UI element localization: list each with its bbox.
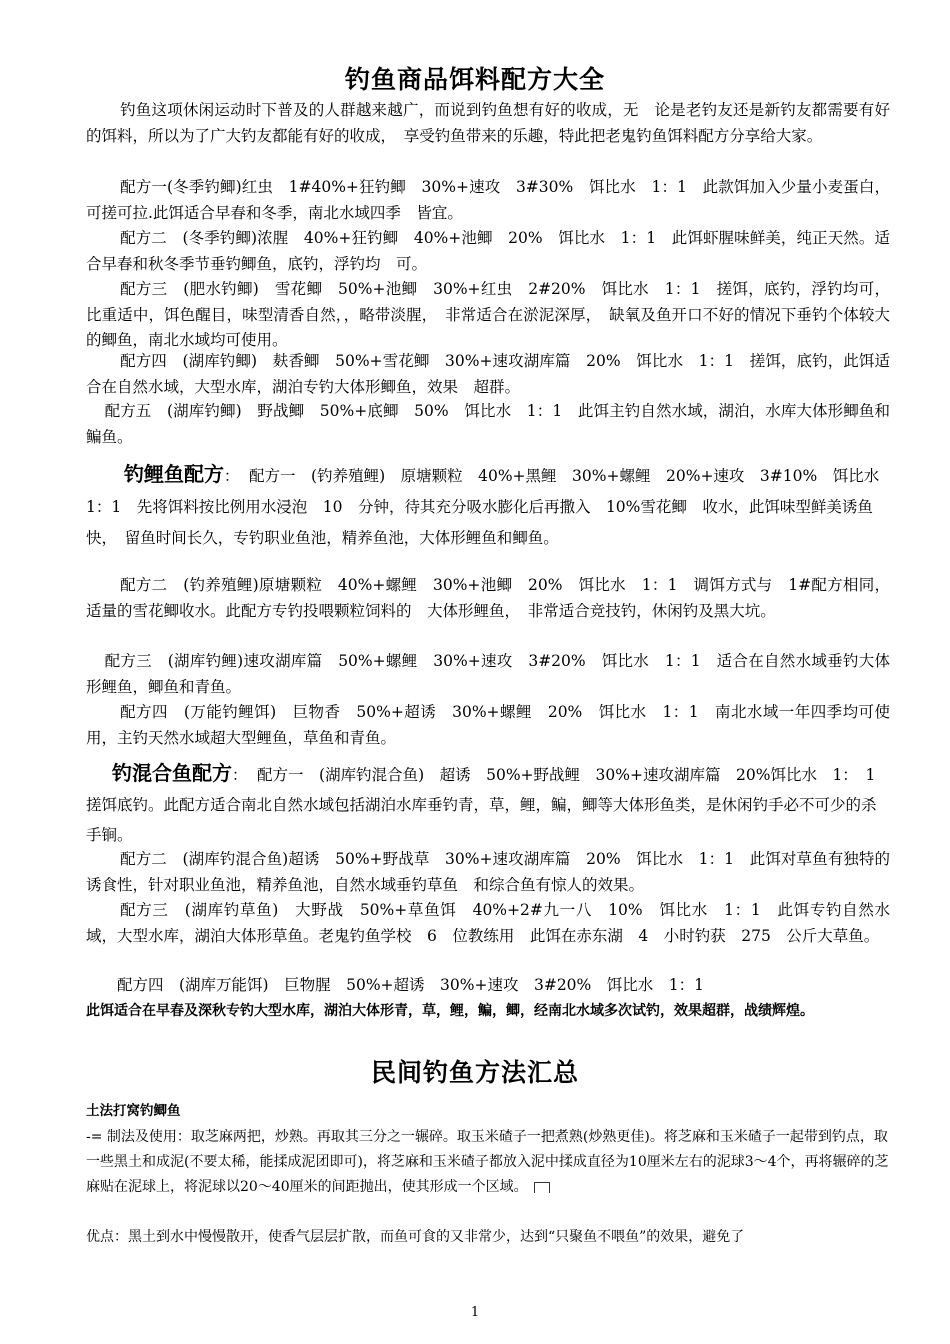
carp-section	[86, 461, 895, 554]
crucian-recipe-4: 配方四 (湖库钓鲫) 麸香鲫 50%+雪花鲫 30%+速攻湖库篇 20% 饵比水 1：1 搓饵，底钓，此饵适合在自然水域，大型水库，湖泊专钓大体形鲫鱼，效果 超群。	[86, 352, 890, 396]
intro-paragraph: 钓鱼这项休闲运动时下普及的人群越来越广，而说到钓鱼想有好的收成，无 论是老钓友还是新钓友都需要有好的饵料，所以为了广大钓友都能有好的收成， 享受钓鱼带来的乐趣，特此把老鬼钓鱼饵料配方分享给大家。	[86, 101, 890, 145]
crucian-recipe-2: 配方二 (冬季钓鲫)浓腥 40%+狂钓鲫 40%+池鲫 20% 饵比水 1：1 此饵虾腥味鲜美，纯正天然。适合早春和秋冬季节垂钓鲫鱼，底钓，浮钓均 可。	[86, 229, 890, 273]
carp-recipe-4: 配方四 (万能钓鲤饵) 巨物香 50%+超诱 30%+螺鲤 20% 饵比水 1：1 南北水域一年四季均可使用，主钓天然水域超大型鲤鱼，草鱼和青鱼。	[86, 703, 890, 747]
mixed-recipe-4: 配方四 (湖库万能饵) 巨物腥 50%+超诱 30%+速攻 3#20% 饵比水 1：1	[117, 976, 704, 994]
crucian-recipe-1: 配方一(冬季钓鲫)红虫 1#40%+狂钓鲫 30%+速攻 3#30% 饵比水 1：1 此款饵加入少量小麦蛋白，可搓可拉.此饵适合早春和冬季，南北水域四季 皆宜。	[86, 178, 890, 222]
folk-title: 民间钓鱼方法汇总	[370, 1058, 579, 1087]
page-number: 1	[470, 1305, 480, 1320]
section-mark-icon	[534, 1182, 550, 1193]
document-title: 钓鱼商品饵料配方大全	[344, 65, 605, 94]
crucian-recipe-3: 配方三 (肥水钓鲫) 雪花鲫 50%+池鲫 30%+红虫 2#20% 饵比水 1：1 搓饵，底钓，浮钓均可，比重适中，饵色醒目，味型清香自然，，略带淡腥， 非常适合在淤泥深厚， 缺氧及鱼开口不好的情况下垂钓个体较大的鲫鱼，南北水域均可使用。	[86, 280, 890, 349]
mixed-recipe-2: 配方二 (湖库钓混合鱼)超诱 50%+野战草 30%+速攻湖库篇 20% 饵比水 1：1 此饵对草鱼有独特的诱食性，针对职业鱼池，精养鱼池，自然水域垂钓草鱼 和综合鱼有惊人的效果。	[86, 850, 890, 894]
mixed-bold-note: 此饵适合在早春及深秋专钓大型水库，湖泊大体形青，草，鲤，鳊，鲫，经南北水域多次试钓，效果超群，战绩辉煌。	[86, 1003, 814, 1019]
carp-recipe-3: 配方三 (湖库钓鲤)速攻湖库篇 50%+螺鲤 30%+速攻 3#20% 饵比水 1：1 适合在自然水域垂钓大体形鲤鱼，鲫鱼和青鱼。	[86, 652, 890, 696]
folk-advantage: 优点：黑土到水中慢慢散开，使香气层层扩散，而鱼可食的又非常少，达到“只聚鱼不喂鱼”的效果，避免了	[86, 1229, 745, 1245]
crucian-recipe-5: 配方五 (湖库钓鲫) 野战鲫 50%+底鲫 50% 饵比水 1：1 此饵主钓自然水域，湖泊，水库大体形鲫鱼和鳊鱼。	[86, 402, 890, 446]
carp-heading: 钓鲤鱼配方：	[124, 462, 240, 486]
folk-subheading: 土法打窝钓鲫鱼	[86, 1103, 181, 1119]
mixed-section	[86, 760, 890, 850]
mixed-heading: 钓混合鱼配方：	[112, 761, 248, 785]
folk-method: -= 制法及使用：取芝麻两把，炒熟。再取其三分之一辗碎。取玉米碴子一把煮熟(炒熟更佳)。将芝麻和玉米碴子一起带到钓点，取一些黑土和成泥(不要太稀，能揉成泥团即可)，将芝麻和玉米碴子都放入泥中揉成直径为10厘米左右的泥球3～4个，再将辗碎的芝麻贴在泥球上，将泥球以20～40厘米的间距抛出，使其形成一个区域。	[86, 1129, 889, 1195]
carp-recipe-2: 配方二 (钓养殖鲤)原塘颗粒 40%+螺鲤 30%+池鲫 20% 饵比水 1：1 调饵方式与 1#配方相同，适量的雪花鲫收水。此配方专钓投喂颗粒饲料的 大体形鲤鱼， 非常适合竞技钓，休闲钓及黑大坑。	[86, 576, 890, 620]
mixed-recipe-1: 配方一 (湖库钓混合鱼) 超诱 50%+野战鲤 30%+速攻湖库篇 20%饵比水 1： 1 搓饵底钓。此配方适合南北自然水域包括湖泊水库垂钓青，草，鲤，鳊，鲫等大体形鱼类，是休闲钓手必不可少的杀手锏。	[86, 766, 891, 844]
mixed-recipe-3: 配方三 (湖库钓草鱼) 大野战 50%+草鱼饵 40%+2#九一八 10% 饵比水 1：1 此饵专钓自然水域，大型水库，湖泊大体形草鱼。老鬼钓鱼学校 6 位教练用 此饵在赤东湖 4 小时钓获 275 公斤大草鱼。	[86, 901, 890, 945]
carp-recipe-1: 配方一 (钓养殖鲤) 原塘颗粒 40%+黑鲤 30%+螺鲤 20%+速攻 3#10% 饵比水 1：1 先将饵料按比例用水浸泡 10 分钟，待其充分吸水膨化后再撒入 10%雪花鲫 收水，此饵味型鲜美诱鱼快， 留鱼时间长久，专钓职业鱼池，精养鱼池，大体形鲤鱼和鲫鱼。	[86, 467, 895, 547]
